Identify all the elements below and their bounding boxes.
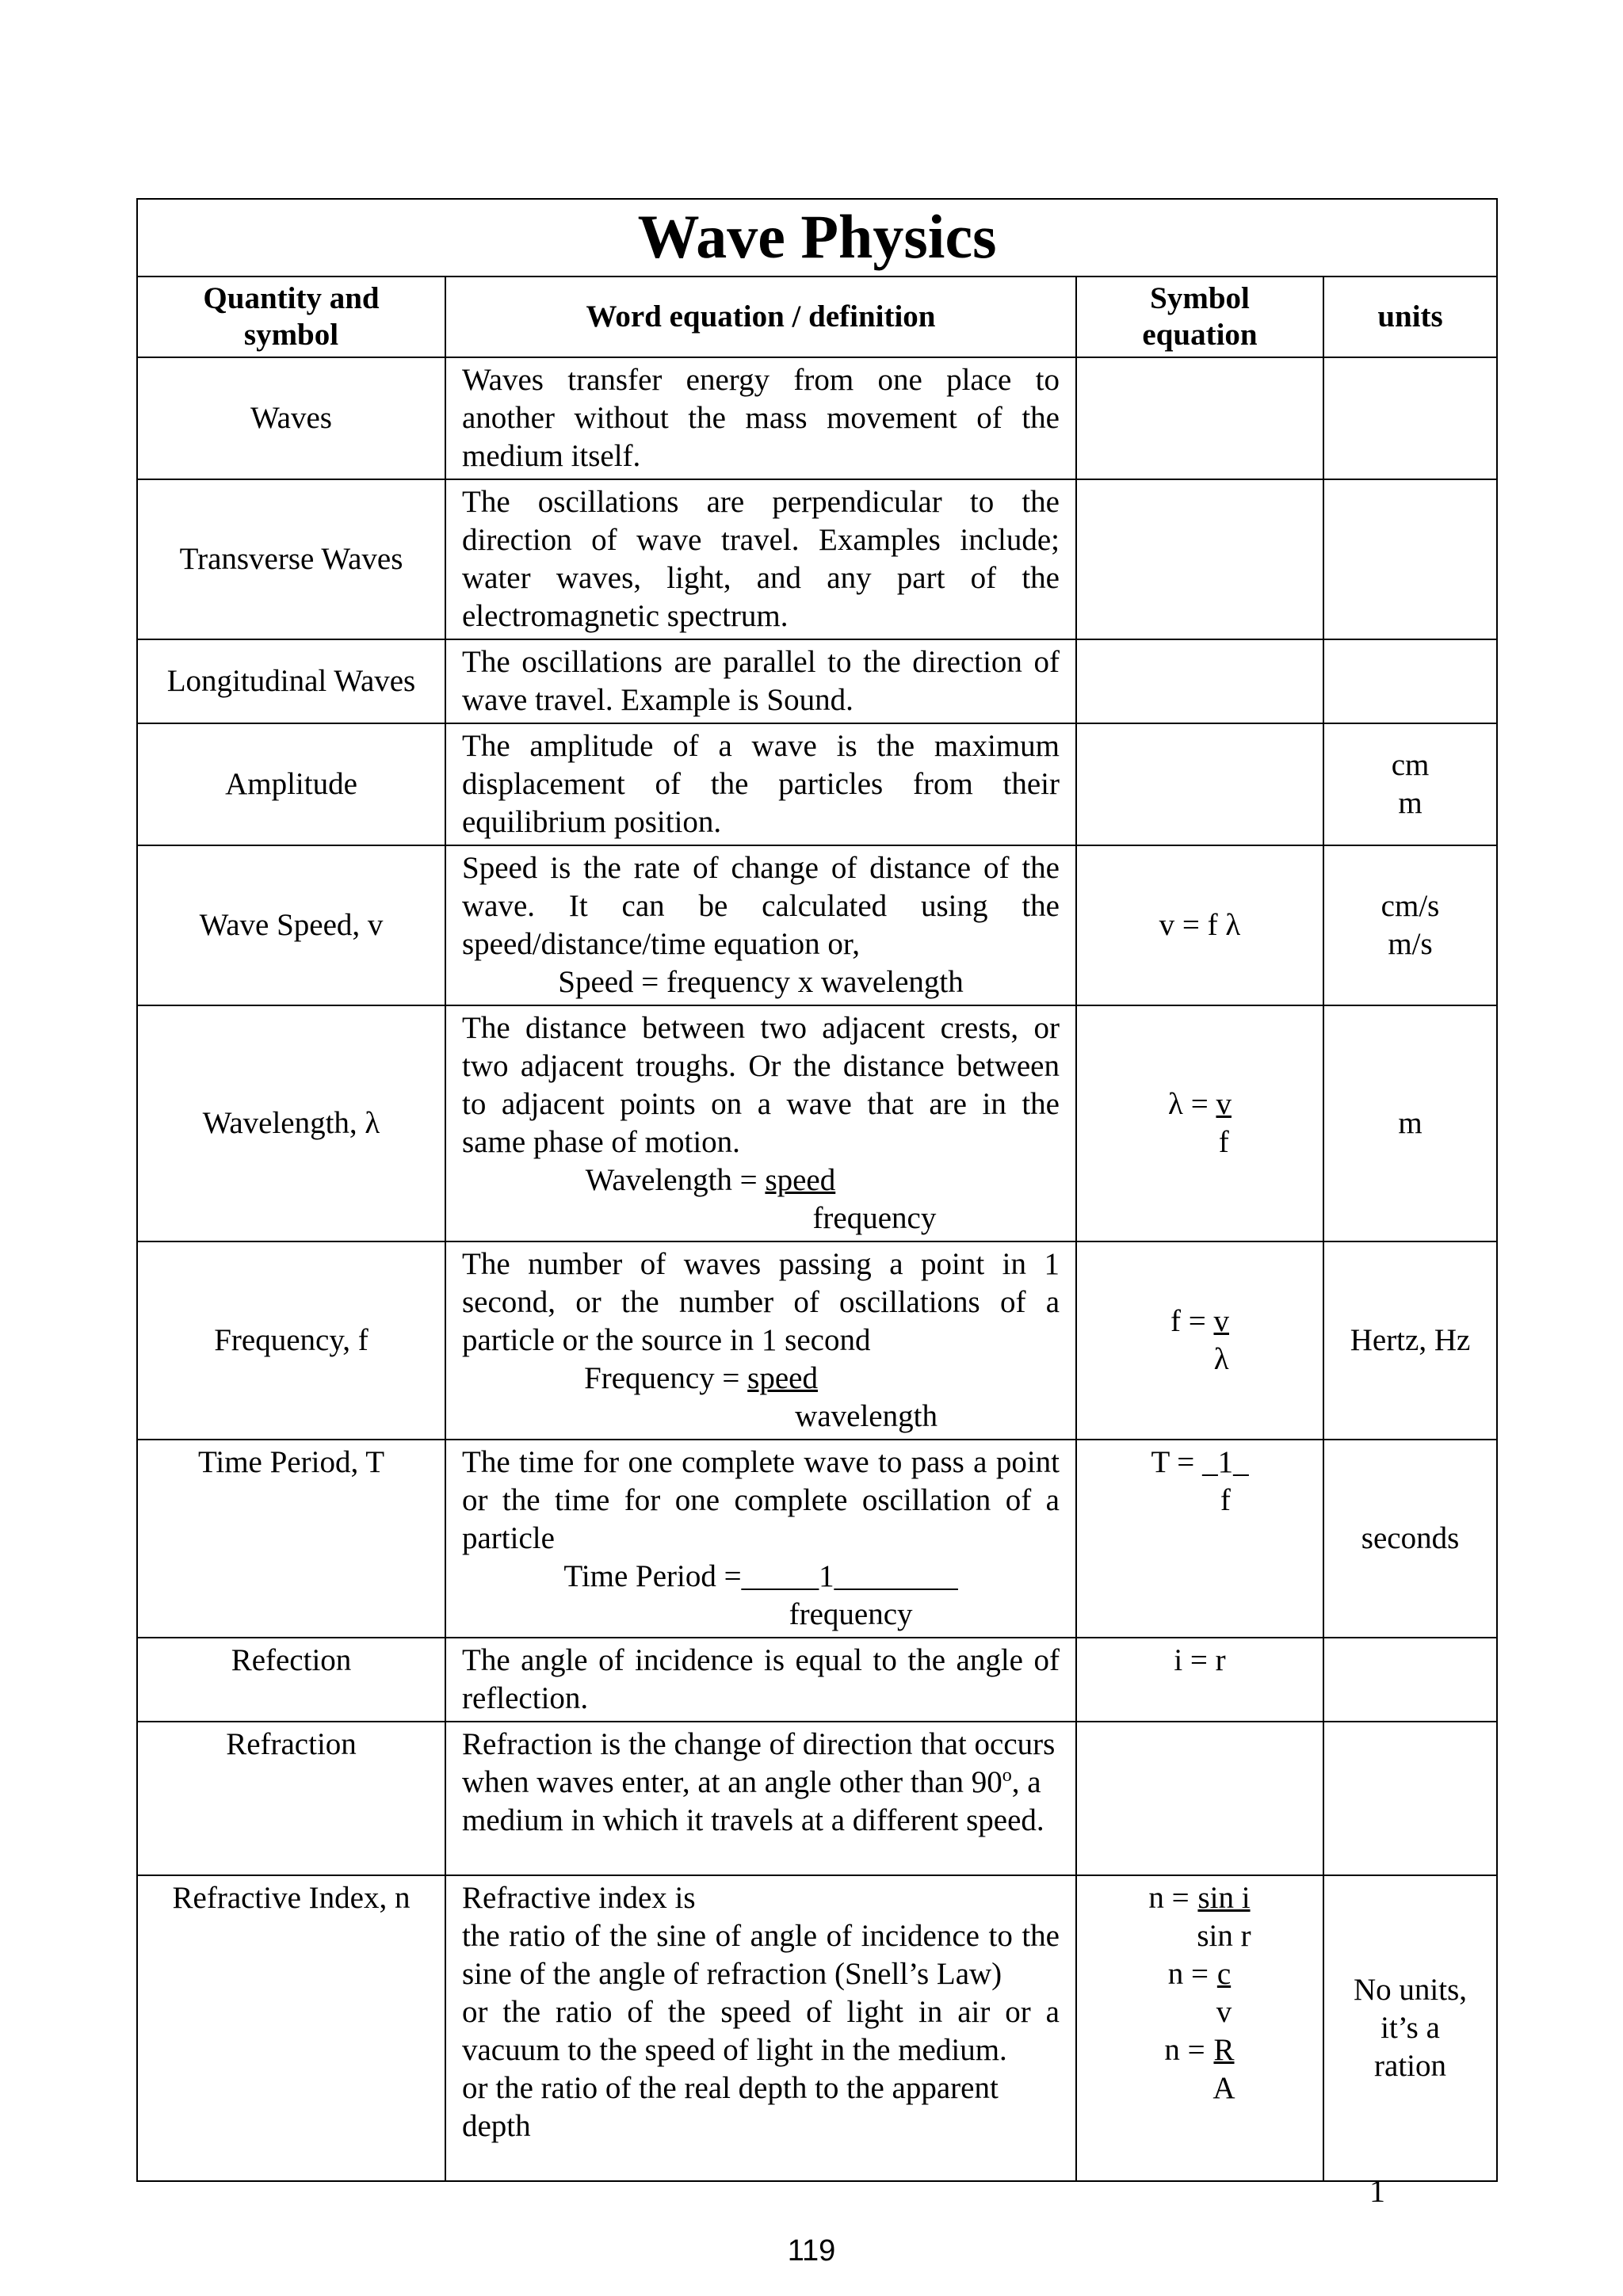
symbol-lhs: T =: [1151, 1445, 1203, 1479]
units-cell: [1323, 723, 1497, 845]
definition-cell: [445, 1241, 1076, 1440]
definition-cell: The oscillations are perpendicular to the direction of wave travel. Examples include; water waves, light, and any part of the electromagnetic spectrum.: [445, 479, 1076, 639]
symbol-denominator: A: [1212, 2071, 1235, 2105]
definition-cell: [445, 1875, 1076, 2181]
definition-equation: [462, 1558, 1060, 1634]
definition-equation: [462, 1360, 1060, 1436]
equation-lhs: Time Period =: [563, 1559, 742, 1593]
quantity-cell: Time Period, T: [137, 1440, 445, 1638]
definition-cell: The oscillations are parallel to the direction of wave travel. Example is Sound.: [445, 639, 1076, 723]
units-line: it’s a: [1381, 2011, 1440, 2045]
table-row: [137, 1440, 1497, 1638]
units-line: cm/s: [1381, 889, 1440, 923]
equation-denominator: wavelength: [795, 1399, 938, 1433]
footer-page-number: 119: [787, 2234, 836, 2267]
table-row: [137, 479, 1497, 639]
header-definition: Word equation / definition: [445, 277, 1076, 357]
equation-lhs: Wavelength =: [585, 1163, 766, 1197]
symbol-cell: [1076, 1722, 1323, 1875]
equation-denominator: frequency: [789, 1597, 913, 1631]
symbol-equation: [1093, 1879, 1307, 1955]
symbol-denominator: sin r: [1197, 1919, 1251, 1953]
symbol-cell: [1076, 1005, 1323, 1241]
worksheet: [136, 198, 1496, 2182]
units-cell: [1323, 1638, 1497, 1722]
definition-cell: [445, 1005, 1076, 1241]
definition-text: or the ratio of the speed of light in air or a vacuum to the speed of light in the medium.: [462, 1995, 1060, 2067]
page-number: 1: [1369, 2173, 1385, 2209]
definition-cell: [445, 1722, 1076, 1875]
definition-text: the ratio of the sine of angle of incidence to the sine of the angle of refraction (Snell’s Law): [462, 1919, 1060, 1991]
units-cell: [1323, 1875, 1497, 2181]
symbol-cell: [1076, 723, 1323, 845]
quantity-cell: Waves: [137, 357, 445, 479]
quantity-cell: Refraction: [137, 1722, 445, 1875]
definition-text: The distance between two adjacent crests, or two adjacent troughs. Or the distance between to adjacent points on a wave that are in the same phase of motion.: [462, 1011, 1060, 1159]
symbol-denominator: λ: [1213, 1342, 1229, 1376]
units-line: No units,: [1354, 1973, 1468, 2007]
definition-equation: [462, 1161, 1060, 1238]
symbol-numerator: sin i: [1197, 1881, 1251, 1915]
definition-cell: [445, 845, 1076, 1005]
symbol-numerator: v: [1216, 1087, 1232, 1121]
table-row: [137, 1722, 1497, 1875]
quantity-cell: Wave Speed, v: [137, 845, 445, 1005]
symbol-denominator: f: [1220, 1483, 1231, 1517]
title-row: [137, 199, 1497, 277]
symbol-denominator: f: [1218, 1125, 1229, 1159]
units-cell: [1323, 639, 1497, 723]
symbol-cell: [1076, 1875, 1323, 2181]
table-row: [137, 1005, 1497, 1241]
units-line: ration: [1374, 2049, 1446, 2083]
symbol-lhs: f =: [1170, 1304, 1214, 1338]
equation-numerator: _____1________: [741, 1559, 958, 1593]
symbol-cell: [1076, 357, 1323, 479]
symbol-cell: [1076, 639, 1323, 723]
symbol-cell: [1076, 479, 1323, 639]
definition-text: Refraction is the change of direction that occurs when waves enter, at an angle other than 90: [462, 1727, 1056, 1799]
units-line: cm: [1391, 748, 1430, 782]
table-row: [137, 845, 1497, 1005]
header-row: [137, 277, 1497, 357]
table-row: [137, 1875, 1497, 2181]
definition-text: , a medium in which it travels at a different speed.: [462, 1765, 1044, 1837]
units-line: m: [1398, 786, 1423, 820]
symbol-lhs: n =: [1148, 1881, 1197, 1915]
definition-text: The number of waves passing a point in 1 second, or the number of oscillations of a particle or the source in 1 second: [462, 1247, 1060, 1357]
table-row: [137, 357, 1497, 479]
equation-numerator: speed: [765, 1163, 836, 1197]
degree-superscript: o: [1002, 1765, 1012, 1786]
quantity-cell: Amplitude: [137, 723, 445, 845]
header-symbol: Symbol equation: [1076, 277, 1323, 357]
symbol-lhs: n =: [1164, 2033, 1213, 2067]
equation-lhs: Frequency =: [584, 1361, 748, 1395]
quantity-cell: Wavelength, λ: [137, 1005, 445, 1241]
definition-text: Speed is the rate of change of distance of the wave. It can be calculated using the speed/distance/time equation or,: [462, 851, 1060, 961]
table-title: Wave Physics: [137, 199, 1497, 277]
table-row: [137, 723, 1497, 845]
units-cell: Hertz, Hz: [1323, 1241, 1497, 1440]
quantity-cell: Refractive Index, n: [137, 1875, 445, 2181]
units-cell: seconds: [1323, 1440, 1497, 1638]
units-cell: [1323, 845, 1497, 1005]
quantity-cell: Refection: [137, 1638, 445, 1722]
definition-cell: Waves transfer energy from one place to another without the mass movement of the medium itself.: [445, 357, 1076, 479]
definition-text: Refractive index is: [462, 1881, 696, 1915]
equation-denominator: frequency: [812, 1201, 937, 1235]
symbol-denominator: v: [1216, 1995, 1232, 2029]
definition-text: or the ratio of the real depth to the apparent depth: [462, 2071, 999, 2143]
symbol-numerator: _1_: [1202, 1445, 1249, 1479]
symbol-cell: [1076, 1440, 1323, 1638]
table-row: [137, 639, 1497, 723]
units-line: m/s: [1388, 927, 1433, 961]
symbol-cell: v = f λ: [1076, 845, 1323, 1005]
units-cell: m: [1323, 1005, 1497, 1241]
definition-cell: The amplitude of a wave is the maximum displacement of the particles from their equilibrium position.: [445, 723, 1076, 845]
quantity-cell: Frequency, f: [137, 1241, 445, 1440]
quantity-cell: Longitudinal Waves: [137, 639, 445, 723]
symbol-lhs: λ =: [1168, 1087, 1216, 1121]
units-cell: [1323, 479, 1497, 639]
definition-equation: Speed = frequency x wavelength: [558, 965, 964, 999]
units-cell: [1323, 1722, 1497, 1875]
definition-cell: [445, 1440, 1076, 1638]
symbol-cell: i = r: [1076, 1638, 1323, 1722]
equation-numerator: speed: [747, 1361, 818, 1395]
symbol-lhs: n =: [1167, 1957, 1216, 1991]
symbol-equation: [1093, 1955, 1307, 2031]
quantity-cell: Transverse Waves: [137, 479, 445, 639]
wave-physics-table: [136, 198, 1498, 2182]
symbol-numerator: v: [1213, 1304, 1229, 1338]
symbol-numerator: R: [1213, 2033, 1235, 2067]
header-quantity: Quantity and symbol: [137, 277, 445, 357]
definition-text: The time for one complete wave to pass a point or the time for one complete oscillation of a particle: [462, 1445, 1060, 1555]
table-row: [137, 1638, 1497, 1722]
units-cell: [1323, 357, 1497, 479]
symbol-cell: [1076, 1241, 1323, 1440]
definition-cell: The angle of incidence is equal to the angle of reflection.: [445, 1638, 1076, 1722]
symbol-numerator: c: [1216, 1957, 1232, 1991]
table-row: [137, 1241, 1497, 1440]
header-units: units: [1323, 277, 1497, 357]
symbol-equation: [1093, 2031, 1307, 2107]
